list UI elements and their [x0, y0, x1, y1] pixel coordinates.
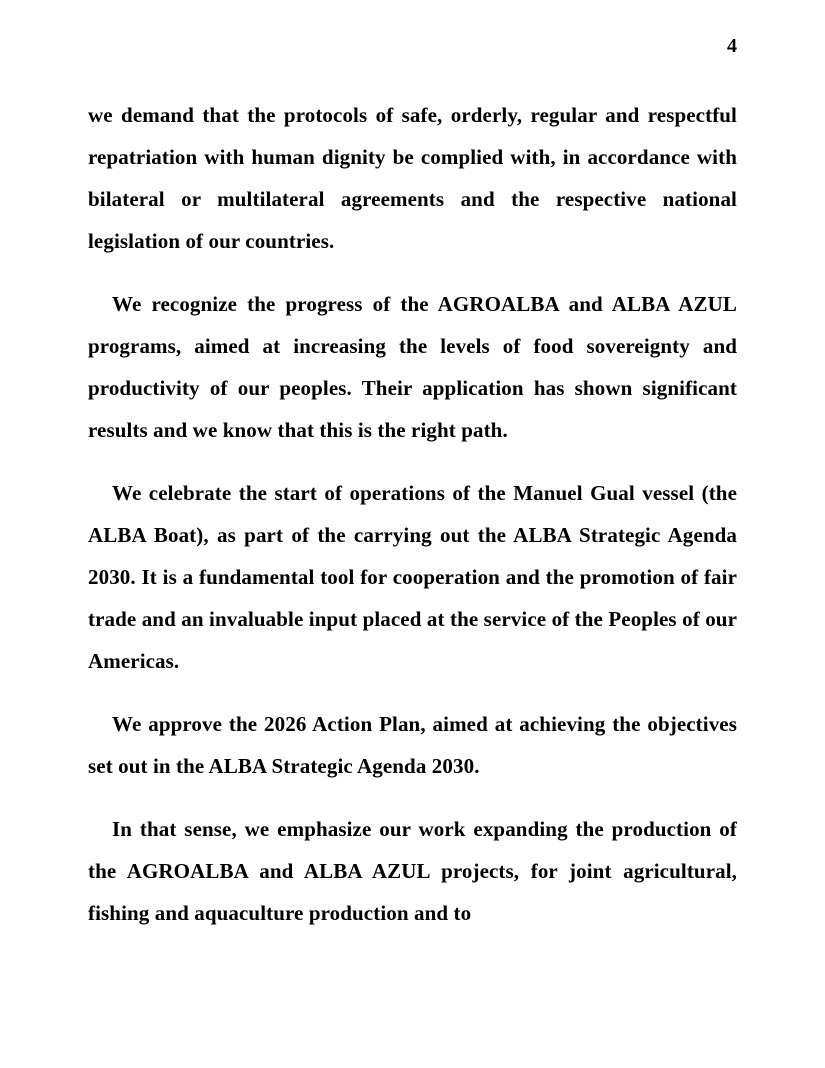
document-body: [88, 94, 737, 934]
page-number: 4: [727, 35, 737, 57]
paragraph-manuel-gual-vessel: We celebrate the start of operations of the Manuel Gual vessel (the ALBA Boat), as part of the carrying out the ALBA Strategic Agenda 2030. It is a fundamental tool for cooperation and the promotion of fair trade and an invaluable input placed at the service of the Peoples of our Americas.: [88, 481, 737, 673]
paragraph-action-plan: We approve the 2026 Action Plan, aimed at achieving the objectives set out in the ALBA Strategic Agenda 2030.: [88, 712, 737, 778]
paragraph-expanding-production: In that sense, we emphasize our work expanding the production of the AGROALBA and ALBA AZUL projects, for joint agricultural, fishing and aquaculture production and to: [88, 817, 737, 925]
paragraph-agroalba-progress: We recognize the progress of the AGROALBA and ALBA AZUL programs, aimed at increasing the levels of food sovereignty and productivity of our peoples. Their application has shown significant results and we know that this is the right path.: [88, 292, 737, 442]
page-header: [88, 34, 737, 58]
paragraph-repatriation: we demand that the protocols of safe, orderly, regular and respectful repatriation with human dignity be complied with, in accordance with bilateral or multilateral agreements and the respective national legislation of our countries.: [88, 103, 737, 253]
